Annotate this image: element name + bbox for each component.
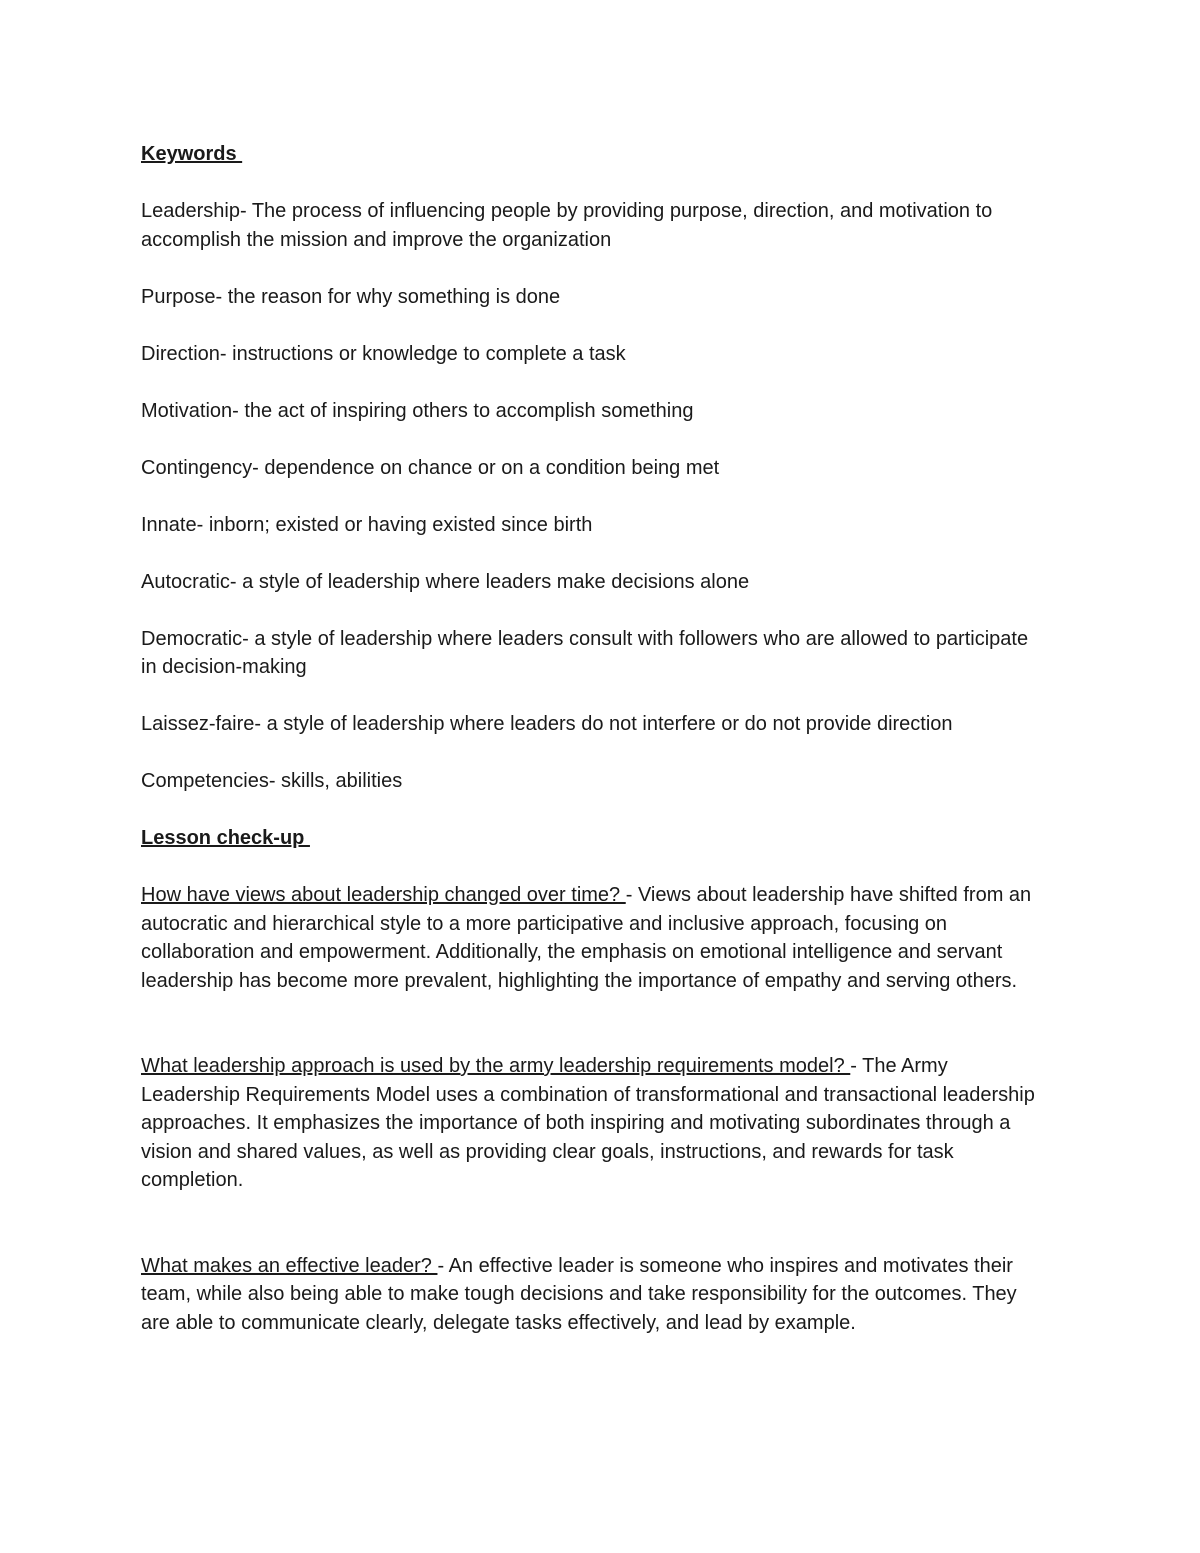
spacer bbox=[141, 169, 1046, 198]
keywords-heading: Keywords bbox=[141, 143, 243, 165]
keyword-democratic: Democratic- a style of leadership where leaders consult with followers who are allowed to participate in decision-making bbox=[141, 627, 1029, 678]
lesson-checkup-heading: Lesson check-up bbox=[141, 827, 310, 849]
checkup-item-army-model bbox=[141, 1052, 1046, 1195]
checkup-item-views bbox=[141, 881, 1046, 995]
spacer bbox=[141, 682, 1046, 711]
spacer bbox=[141, 482, 1046, 511]
keyword-innate: Innate- inborn; existed or having existed since birth bbox=[141, 513, 593, 536]
spacer bbox=[141, 539, 1046, 568]
checkup-question: How have views about leadership changed over time? bbox=[141, 884, 626, 906]
keyword-leadership: Leadership- The process of influencing people by providing purpose, direction, and motivation to accomplish the mission and improve the organization bbox=[141, 200, 993, 251]
checkup-answer: - The Army Leadership Requirements Model uses a combination of transformational and transactional leadership approaches. It emphasizes the importance of both inspiring and motivating subordinates through a vision and shared values, as well as providing clear goals, instructions, and rewards for task completion. bbox=[141, 1055, 1035, 1191]
spacer bbox=[141, 1195, 1046, 1252]
spacer bbox=[141, 796, 1046, 825]
checkup-answer: - An effective leader is someone who inspires and motivates their team, while also being able to make tough decisions and take responsibility for the outcomes. They are able to communicate clearly, delegate tasks effectively, and lead by example. bbox=[141, 1254, 1017, 1334]
spacer bbox=[141, 368, 1046, 397]
checkup-question: What makes an effective leader? bbox=[141, 1254, 438, 1277]
document-page bbox=[141, 140, 1046, 1337]
keyword-contingency: Contingency- dependence on chance or on a condition being met bbox=[141, 456, 720, 479]
spacer bbox=[141, 425, 1046, 454]
spacer bbox=[141, 739, 1046, 768]
spacer bbox=[141, 254, 1046, 283]
spacer bbox=[141, 995, 1046, 1052]
checkup-answer: - Views about leadership have shifted from an autocratic and hierarchical style to a more participative and inclusive approach, focusing on collaboration and empowerment. Additionally, the emphasis on emotional intelligence and servant leadership has become more prevalent, highlighting the importance of empathy and serving others. bbox=[141, 884, 1032, 992]
keyword-purpose: Purpose- the reason for why something is done bbox=[141, 285, 561, 308]
checkup-item-effective-leader bbox=[141, 1252, 1046, 1338]
spacer bbox=[141, 853, 1046, 882]
keyword-direction: Direction- instructions or knowledge to complete a task bbox=[141, 342, 626, 365]
keyword-laissez-faire: Laissez-faire- a style of leadership where leaders do not interfere or do not provide direction bbox=[141, 713, 953, 735]
keyword-motivation: Motivation- the act of inspiring others to accomplish something bbox=[141, 399, 694, 422]
keyword-autocratic: Autocratic- a style of leadership where leaders make decisions alone bbox=[141, 570, 750, 593]
spacer bbox=[141, 311, 1046, 340]
spacer bbox=[141, 596, 1046, 625]
keyword-competencies: Competencies- skills, abilities bbox=[141, 770, 403, 792]
checkup-question: What leadership approach is used by the army leadership requirements model? bbox=[141, 1055, 851, 1077]
